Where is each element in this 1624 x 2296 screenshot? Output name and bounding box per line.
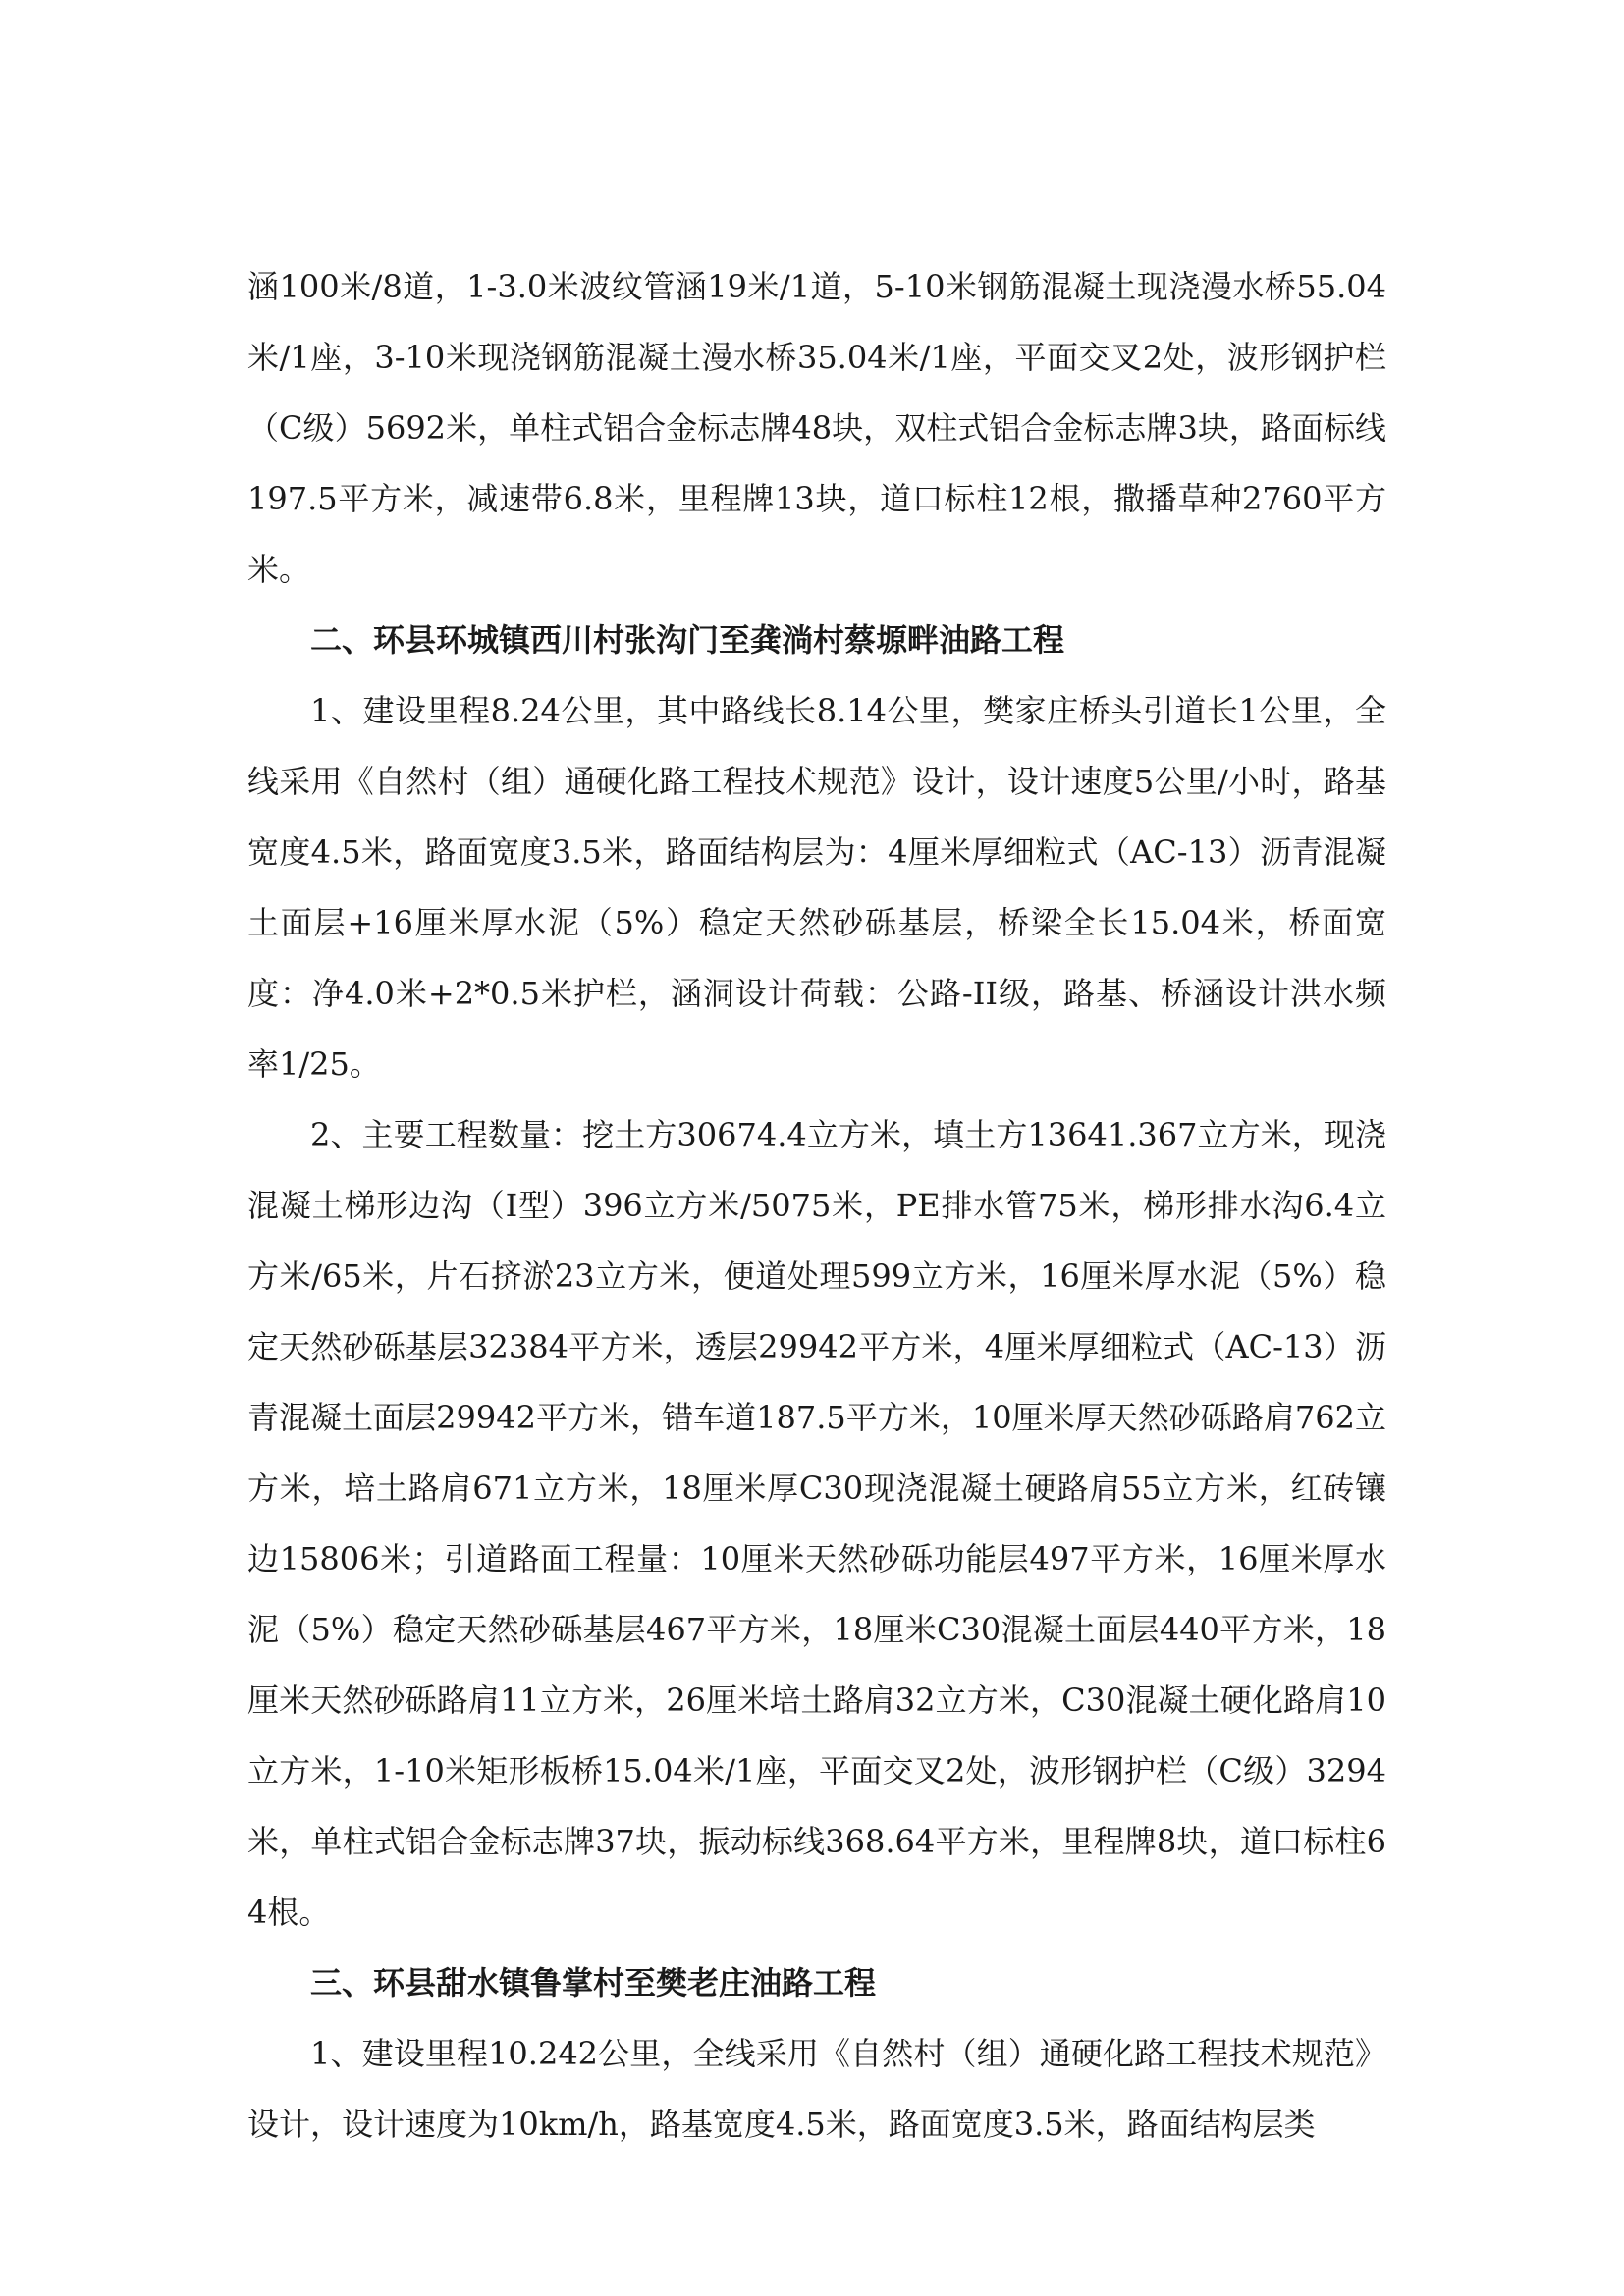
paragraph-section-2-item-2: 2、主要工程数量：挖土方30674.4立方米，填土方13641.367立方米，现浇混凝土梯形边沟（Ⅰ型）396立方米/5075米，PE排水管75米，梯形排水沟6.4立方米/65米，片石挤淤23立方米，便道处理599立方米，16厘米厚水泥（5%）稳定天然砂砾基层32384平方米，透层29942平方米，4厘米厚细粒式（AC-13）沥青混凝土面层29942平方米，错车道187.5平方米，10厘米厚天然砂砾路肩762立方米，培土路肩671立方米，18厘米厚C30现浇混凝土硬路肩55立方米，红砖镶边15806米；引道路面工程量：10厘米天然砂砾功能层497平方米，16厘米厚水泥（5%）稳定天然砂砾基层467平方米，18厘米C30混凝土面层440平方米，18厘米天然砂砾路肩11立方米，26厘米培土路肩32立方米，C30混凝土硬化路肩10立方米，1-10米矩形板桥15.04米/1座，平面交叉2处，波形钢护栏（C级）3294米，单柱式铝合金标志牌37块，振动标线368.64平方米，里程牌8块，道口标柱64根。 bbox=[247, 1116, 1386, 1931]
paragraph-section-2-item-1: 1、建设里程8.24公里，其中路线长8.14公里，樊家庄桥头引道长1公里，全线采用《自然村（组）通硬化路工程技术规范》设计，设计速度5公里/小时，路基宽度4.5米，路面宽度3.5米，路面结构层为：4厘米厚细粒式（AC-13）沥青混凝土面层+16厘米厚水泥（5%）稳定天然砂砾基层，桥梁全长15.04米，桥面宽度：净4.0米+2*0.5米护栏，涵洞设计荷载：公路-II级，路基、桥涵设计洪水频率1/25。 bbox=[247, 692, 1386, 1083]
document-body bbox=[247, 251, 1386, 2160]
paragraph-section-3-item-1: 1、建设里程10.242公里，全线采用《自然村（组）通硬化路工程技术规范》设计，设计速度为10km/h，路基宽度4.5米，路面宽度3.5米，路面结构层类 bbox=[247, 2035, 1386, 2143]
paragraph-continued-quantities: 涵100米/8道，1-3.0米波纹管涵19米/1道，5-10米钢筋混凝土现浇漫水桥55.04米/1座，3-10米现浇钢筋混凝土漫水桥35.04米/1座，平面交叉2处，波形钢护栏（C级）5692米，单柱式铝合金标志牌48块，双柱式铝合金标志牌3块，路面标线197.5平方米，减速带6.8米，里程牌13块，道口标柱12根，撒播草种2760平方米。 bbox=[247, 268, 1386, 588]
section-heading-2: 二、环县环城镇西川村张沟门至龚淌村蔡塬畔油路工程 bbox=[310, 621, 1065, 659]
section-heading-3: 三、环县甜水镇鲁掌村至樊老庄油路工程 bbox=[310, 1964, 877, 2002]
